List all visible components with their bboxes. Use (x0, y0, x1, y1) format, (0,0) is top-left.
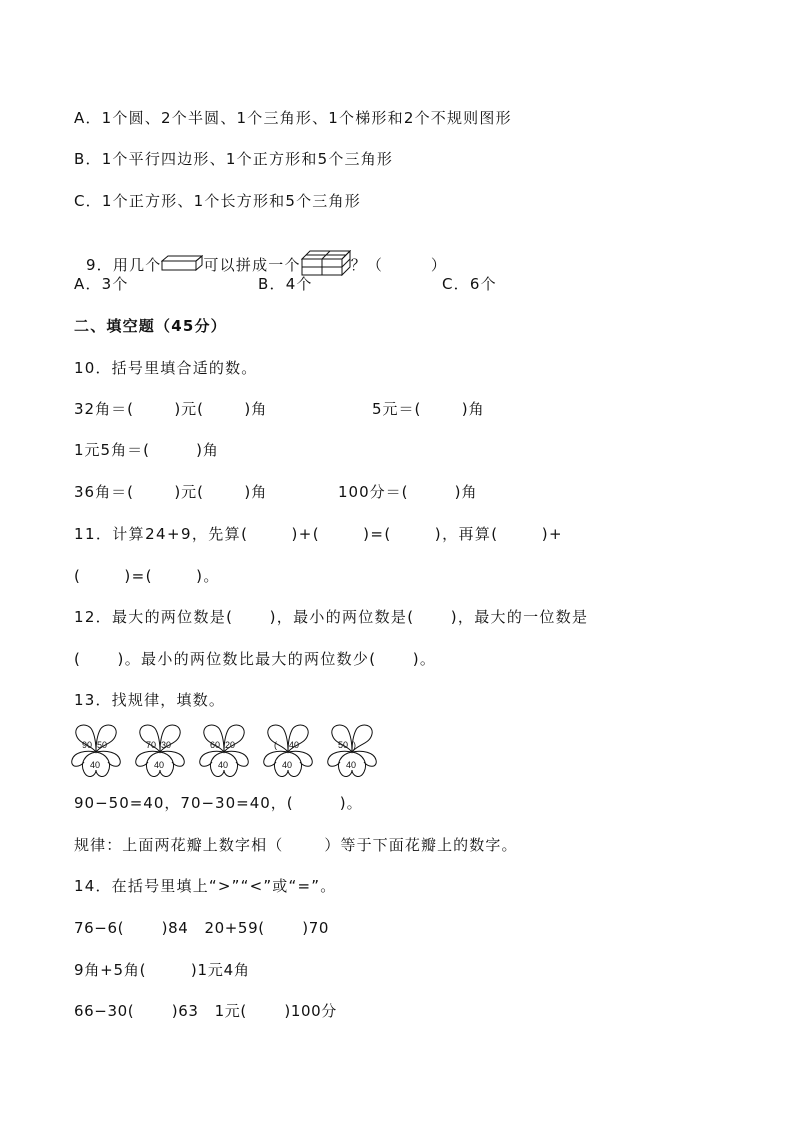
q9-option-c: C．6个 (442, 275, 497, 293)
q10-row3-left: 36角＝( )元( )角 (74, 483, 268, 501)
q10-row1-left: 32角＝( )元( )角 (74, 400, 268, 418)
q14-row2: 9角+5角( )1元4角 (74, 961, 250, 979)
flower-figure (198, 722, 250, 782)
q13-rule: 规律：上面两花瓣上数字相（ ）等于下面花瓣上的数字。 (74, 836, 518, 854)
q9-option-a: A．3个 (74, 275, 129, 293)
q9-part3: ？（ ） (350, 256, 448, 274)
flower-bottom-number: 40 (218, 760, 229, 770)
q13-equation: 90−50=40，70−30=40，( )。 (74, 794, 363, 812)
flower-right-number: 40 (289, 740, 300, 750)
flower-bottom-number: 40 (346, 760, 357, 770)
flower-figure (70, 722, 122, 782)
q11-line2: ( )=( )。 (74, 567, 220, 585)
flower-right-number: ) (353, 740, 356, 750)
q11-line1: 11．计算24+9，先算( )+( )=( )，再算( )+ (74, 525, 563, 543)
flower-right-number: 50 (97, 740, 108, 750)
flower-left-number: 50 (338, 740, 349, 750)
q12-line2: ( )。最小的两位数比最大的两位数少( )。 (74, 650, 437, 668)
q8-option-c: C．1个正方形、1个长方形和5个三角形 (74, 192, 361, 210)
q10-row2: 1元5角＝( )角 (74, 441, 219, 459)
small-block-icon (161, 255, 203, 276)
q14-row3: 66−30( )63 1元( )100分 (74, 1002, 337, 1020)
flower-left-number: 70 (146, 740, 157, 750)
flower-right-number: 30 (161, 740, 172, 750)
flower-bottom-number: 40 (154, 760, 165, 770)
flower-figure (262, 722, 314, 782)
flower-bottom-number: 40 (90, 760, 101, 770)
flower-figure (134, 722, 186, 782)
q10-stem: 10．括号里填合适的数。 (74, 359, 258, 377)
q9-part2: 可以拼成一个 (203, 256, 301, 274)
q8-option-b: B．1个平行四边形、1个正方形和5个三角形 (74, 150, 394, 168)
q13-stem: 13．找规律，填数。 (74, 691, 226, 709)
q10-row1-right: 5元＝( )角 (372, 400, 485, 418)
q9-part1: 9．用几个 (85, 256, 162, 274)
flower-left-number: 60 (210, 740, 221, 750)
flower-right-number: 20 (225, 740, 236, 750)
flower-left-number: ( (274, 740, 277, 750)
section-title: 二、填空题（45分） (74, 317, 227, 335)
flower-left-number: 90 (82, 740, 93, 750)
q8-option-a: A．1个圆、2个半圆、1个三角形、1个梯形和2个不规则图形 (74, 109, 512, 127)
q14-stem: 14．在括号里填上“>”“<”或“=”。 (74, 877, 337, 895)
flower-figure (326, 722, 378, 782)
q10-row3-right: 100分＝( )角 (338, 483, 478, 501)
flower-pattern-row (70, 722, 390, 782)
q14-row1: 76−6( )84 20+59( )70 (74, 919, 329, 937)
q9-option-b: B．4个 (258, 275, 313, 293)
flower-bottom-number: 40 (282, 760, 293, 770)
q12-line1: 12．最大的两位数是( )，最小的两位数是( )，最大的一位数是 (74, 608, 589, 626)
